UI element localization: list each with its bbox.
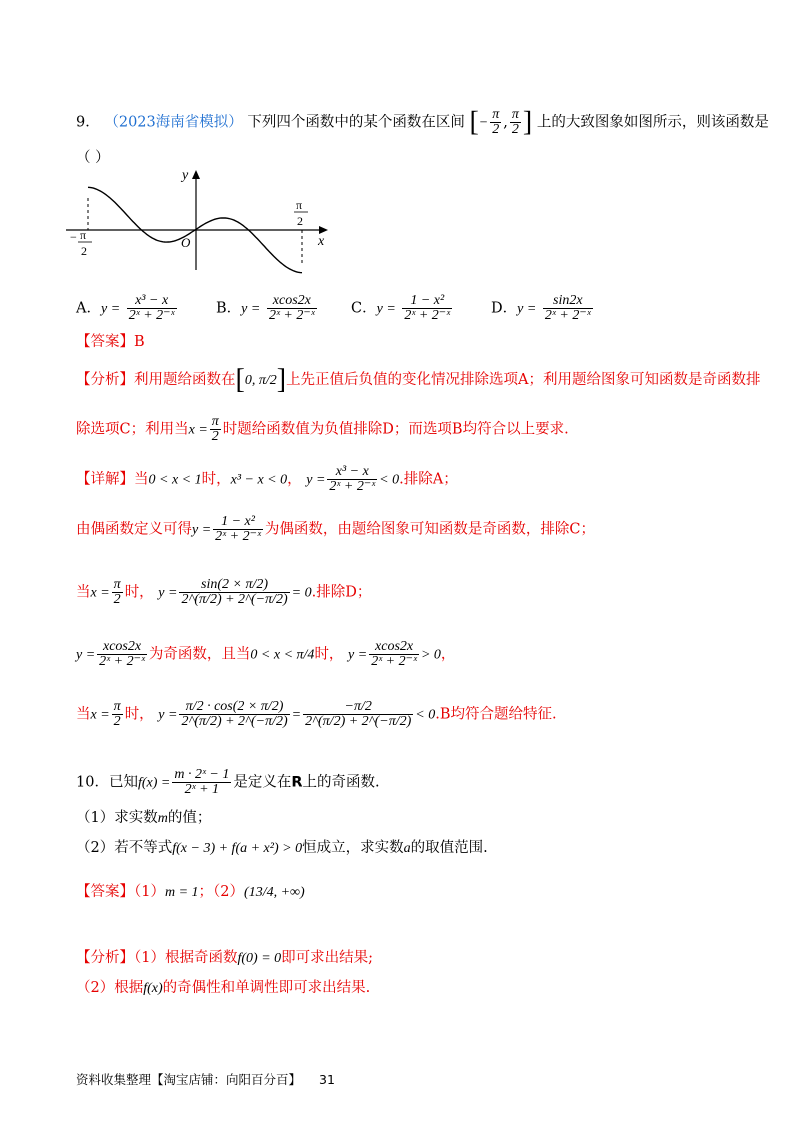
q9-detail-line5: 当x = $\frac{\pi}{2}$ 时， y = $\frac{\pi/2 \cdot \cos(2 \times \pi/2)}{2\^{}(\pi/2) + 2\^{}(-\pi/2)}$ = $\frac{-\pi/2}{2\^{}(\pi/2) + 2\^{}(-\pi/2)}$ < 0.B均符合题给特征.	[76, 699, 557, 729]
option-a[interactable]: A．y = $\frac{\text{x³ − x}}{\text{2ˣ + 2⁻ˣ}}$	[76, 293, 175, 323]
q9-stem-end: 上的大致图象如图所示，则该函数是	[536, 114, 769, 131]
option-d[interactable]: D．y = $\frac{\sin 2x}{\text{2ˣ + 2⁻ˣ}}$	[491, 293, 591, 323]
q9-answer: 【答案】B	[76, 334, 145, 350]
q9-blank: （ ）	[76, 150, 110, 166]
option-c[interactable]: C．y = $\frac{\text{1 − x²}}{\text{2ˣ + 2⁻ˣ}}$	[351, 293, 451, 323]
y-axis-arrow	[192, 170, 200, 179]
q9-number: 9．	[76, 114, 100, 131]
q10-part1: （1）求实数m的值；	[76, 810, 212, 826]
left-mark-two: 2	[81, 244, 87, 258]
q9-detail-line4: y = $\frac{xcos2x}{\text{2ˣ + 2⁻ˣ}}$ 为奇函数，且当0 < x < π/4时， y = $\frac{xcos2x}{\text{2ˣ + 2⁻ˣ}}$ > 0，	[76, 639, 456, 669]
q10-answer: 【答案】（1）m = 1；（2）(13/4, +∞)	[76, 884, 305, 900]
origin-label: O	[181, 235, 191, 250]
svg-text:−: −	[70, 230, 77, 244]
q9-detail-line3: 当x = $\frac{\pi}{2}$ 时， y = $\frac{\sin(2 \times \pi/2)}{2\^{}(\pi/2) + 2\^{}(-\pi/2)}$ = 0.排除D；	[76, 577, 372, 607]
interval-left-frac: $\frac{\pi}{2}$	[492, 107, 500, 137]
left-mark-pi: π	[80, 228, 87, 242]
q9-analysis-line1: 【分析】利用题给函数在[0, π/2]上先正值后负值的变化情况排除选项A；利用题给图象可知函数是奇函数排	[76, 364, 761, 395]
q9-detail-line1: 【详解】当0 < x < 1时，x³ − x < 0， y = $\frac{\text{x³ − x}}{\text{2ˣ + 2⁻ˣ}}$ < 0.排除A；	[76, 464, 458, 494]
q9-detail-line2: 由偶函数定义可得y = $\frac{\text{1 − x²}}{\text{2ˣ + 2⁻ˣ}}$ 为偶函数，由题给图象可知函数是奇函数，排除C；	[76, 514, 596, 544]
q9-source: （2023海南省模拟）	[104, 114, 243, 131]
right-mark-pi: π	[296, 198, 303, 212]
q10-part2: （2）若不等式f(x − 3) + f(a + x²) > 0恒成立，求实数a的取值范围.	[76, 840, 488, 856]
page-footer	[76, 1070, 335, 1088]
y-axis-label: y	[182, 168, 189, 183]
x-axis-label: x	[318, 234, 325, 249]
x-axis-arrow	[319, 226, 328, 234]
option-b[interactable]: B．y = $\frac{xcos2x}{\text{2ˣ + 2⁻ˣ}}$	[216, 293, 315, 323]
q9-stem: 下列四个函数中的某个函数在区间	[247, 114, 465, 131]
interval-minus: −	[478, 115, 489, 131]
q9-analysis-line2: 除选项C；利用当x = $\frac{\pi}{2}$ 时题给函数值为负值排除D；而选项B均符合以上要求.	[76, 414, 569, 444]
q10-analysis2: （2）根据f(x)的奇偶性和单调性即可求出结果.	[76, 980, 371, 996]
footer-text: 资料收集整理【淘宝店铺：向阳百分百】	[76, 1072, 302, 1087]
q9-stem-line: 9． （2023海南省模拟） 下列四个函数中的某个函数在区间 [− $\frac{\pi}{2}$ , $\frac{\pi}{2}$ ] 上的大致图象如图所示，则该函数是	[76, 106, 769, 138]
q10-analysis1: 【分析】（1）根据奇函数f(0) = 0即可求出结果;	[76, 950, 374, 966]
page-number: 31	[319, 1072, 335, 1087]
interval-right-frac: $\frac{\pi}{2}$	[511, 107, 519, 137]
q10-stem: 10．已知f(x) = $\frac{\text{m · 2ˣ − 1}}{\text{2ˣ + 1}}$ 是定义在R上的奇函数.	[76, 767, 380, 797]
q9-function-graph	[66, 165, 346, 275]
right-mark-two: 2	[297, 214, 303, 228]
